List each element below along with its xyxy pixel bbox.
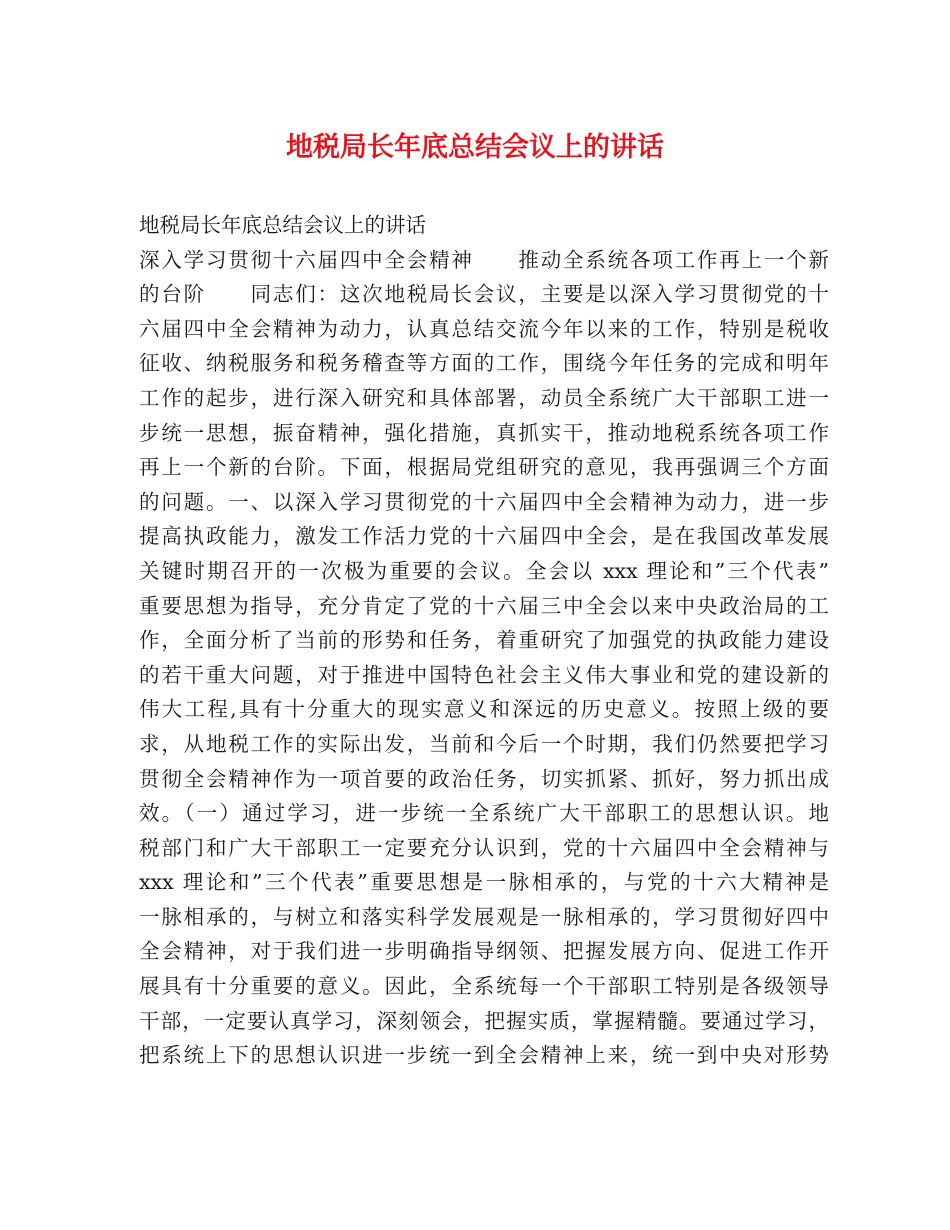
- body-line: 效。（一）通过学习，进一步统一全系统广大干部职工的思想认识。地: [139, 801, 829, 826]
- body-line: 工作的起步，进行深入研究和具体部署，动员全系统广大干部职工进一: [139, 385, 829, 410]
- body-line: 伟大工程,具有十分重大的现实意义和深远的历史意义。按照上级的要: [139, 697, 829, 722]
- body-line: 六届四中全会精神为动力，认真总结交流今年以来的工作，特别是税收: [139, 316, 829, 341]
- document-body: [139, 208, 829, 1073]
- body-line: 作，全面分析了当前的形势和任务，着重研究了加强党的执政能力建设: [139, 628, 829, 653]
- body-line: 税部门和广大干部职工一定要充分认识到，党的十六届四中全会精神与: [139, 835, 829, 860]
- body-line: 征收、纳税服务和税务稽查等方面的工作，围绕今年任务的完成和明年: [139, 351, 829, 376]
- body-line: 深入学习贯彻十六届四中全会精神 推动全系统各项工作再上一个新: [139, 247, 829, 272]
- body-line: 提高执政能力，激发工作活力党的十六届四中全会，是在我国改革发展: [139, 524, 829, 549]
- body-line: 的若干重大问题，对于推进中国特色社会主义伟大事业和党的建设新的: [139, 662, 829, 687]
- body-line: 把系统上下的思想认识进一步统一到全会精神上来，统一到中央对形势: [139, 1043, 829, 1068]
- body-line: 展具有十分重要的意义。因此，全系统每一个干部职工特别是各级领导: [139, 974, 829, 999]
- body-line: xxx 理论和”三个代表”重要思想是一脉相承的，与党的十六大精神是: [139, 870, 829, 895]
- body-line: 干部，一定要认真学习，深刻领会，把握实质，掌握精髓。要通过学习，: [139, 1008, 829, 1033]
- body-line: 贯彻全会精神作为一项首要的政治任务，切实抓紧、抓好，努力抓出成: [139, 766, 829, 791]
- body-line: 全会精神，对于我们进一步明确指导纲领、把握发展方向、促进工作开: [139, 939, 829, 964]
- body-line: 的台阶 同志们：这次地税局长会议，主要是以深入学习贯彻党的十: [139, 282, 829, 307]
- body-line: 的问题。一、以深入学习贯彻党的十六届四中全会精神为动力，进一步: [139, 489, 829, 514]
- body-line: 一脉相承的，与树立和落实科学发展观是一脉相承的，学习贯彻好四中: [139, 904, 829, 929]
- body-line: 关键时期召开的一次极为重要的会议。全会以 xxx 理论和”三个代表”: [139, 558, 829, 583]
- body-line: 地税局长年底总结会议上的讲话: [139, 213, 426, 237]
- body-line: 步统一思想，振奋精神，强化措施，真抓实干，推动地税系统各项工作: [139, 420, 829, 445]
- body-line: 求，从地税工作的实际出发，当前和今后一个时期，我们仍然要把学习: [139, 731, 829, 756]
- body-line: 重要思想为指导，充分肯定了党的十六届三中全会以来中央政治局的工: [139, 593, 829, 618]
- body-line: 再上一个新的台阶。下面，根据局党组研究的意见，我再强调三个方面: [139, 455, 829, 480]
- document-title: 地税局长年底总结会议上的讲话: [286, 132, 664, 163]
